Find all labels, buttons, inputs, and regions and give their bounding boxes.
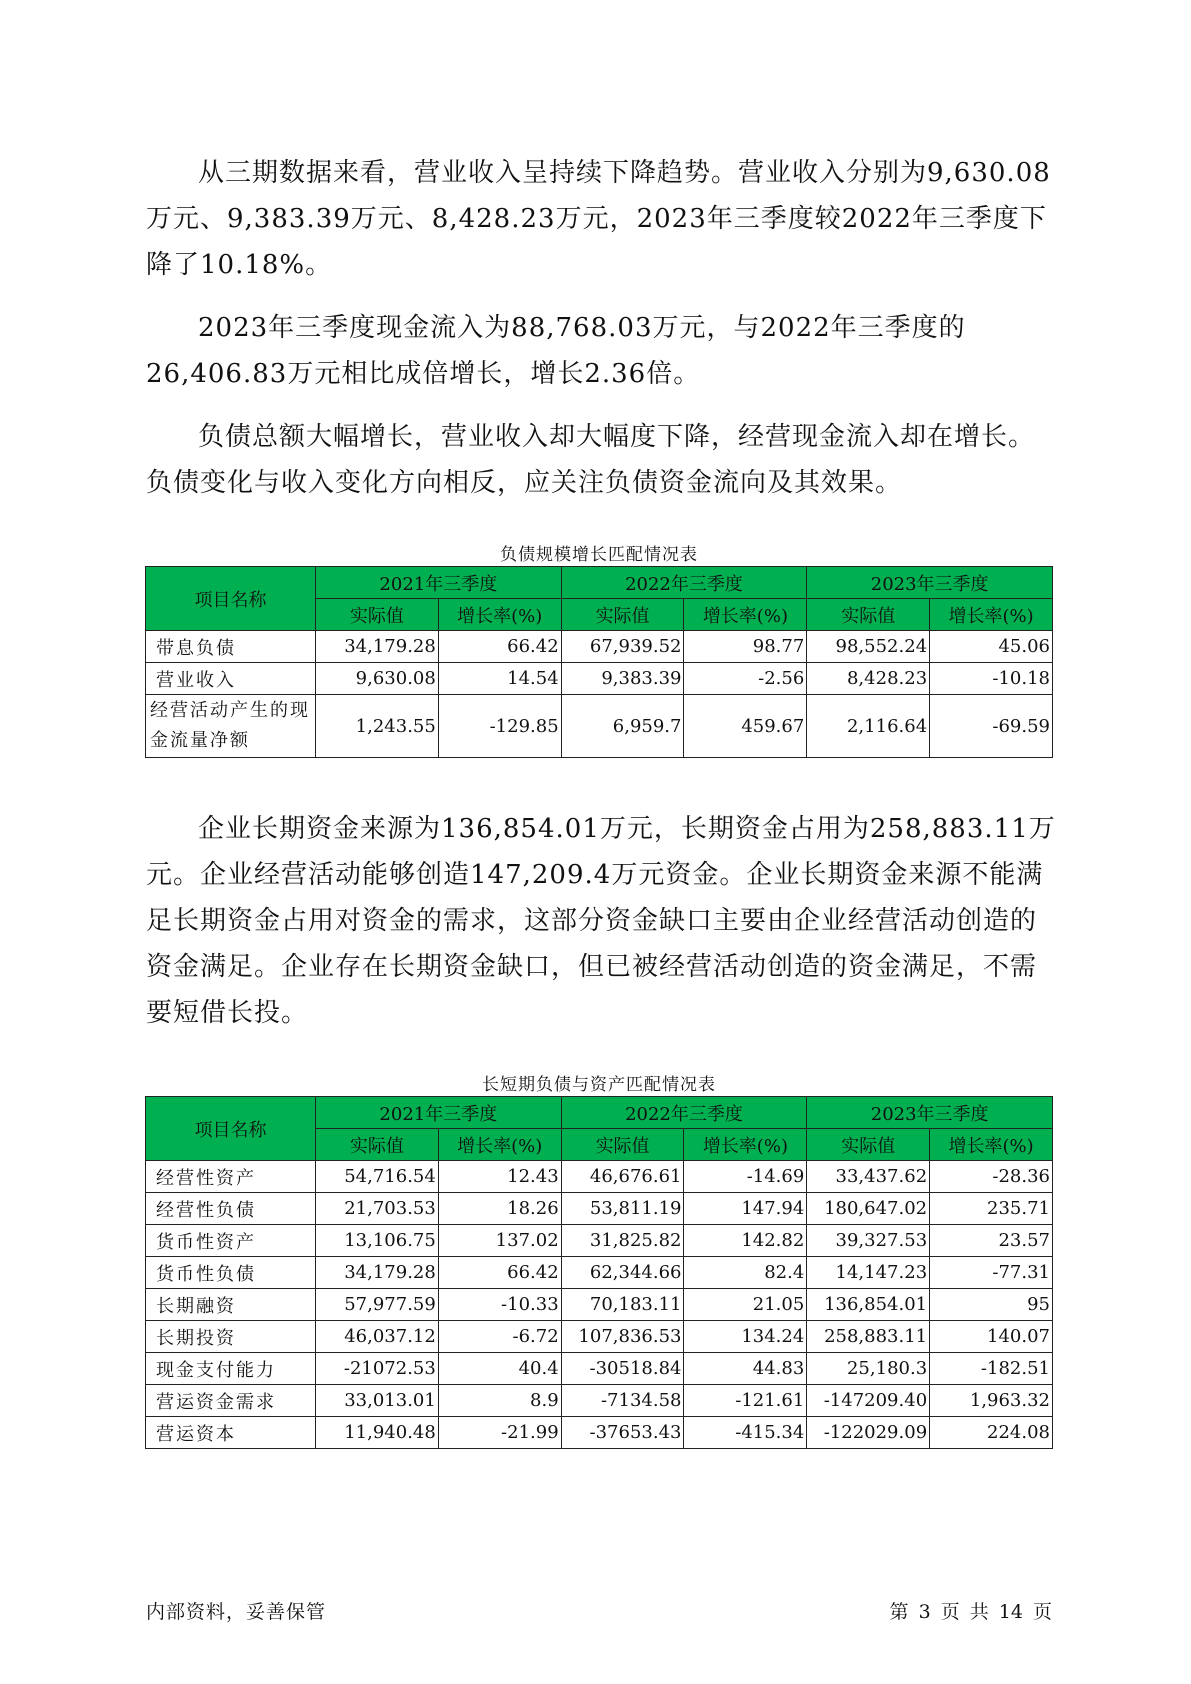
growth-rate-cell: -77.31 — [930, 1257, 1053, 1289]
row-label: 货币性负债 — [146, 1257, 316, 1289]
actual-value-cell: 39,327.53 — [807, 1225, 930, 1257]
actual-value-cell: 34,179.28 — [316, 631, 439, 663]
actual-value-cell: -21072.53 — [316, 1353, 439, 1385]
growth-rate-cell: -182.51 — [930, 1353, 1053, 1385]
header-growth-rate: 增长率(%) — [930, 1129, 1053, 1161]
growth-rate-cell: 12.43 — [438, 1161, 561, 1193]
footer-confidential-note: 内部资料，妥善保管 — [146, 1601, 327, 1623]
actual-value-cell: 258,883.11 — [807, 1321, 930, 1353]
paragraph-long-term-funding: 企业长期资金来源为136,854.01万元，长期资金占用为258,883.11万元。企业经营活动能够创造147,209.4万元资金。企业长期资金来源不能满足长期资金占用对资金的需求，这部分资金缺口主要由企业经营活动创造的资金满足。企业存在长期资金缺口，但已被经营活动创造的资金满足，不需要短借长投。 — [146, 814, 1056, 1028]
header-period: 2022年三季度 — [561, 1097, 807, 1129]
header-actual-value: 实际值 — [561, 599, 684, 631]
footer-page-number: 第 3 页 共 14 页 — [889, 1601, 1052, 1623]
actual-value-cell: 34,179.28 — [316, 1257, 439, 1289]
actual-value-cell: 53,811.19 — [561, 1193, 684, 1225]
table-row — [146, 1161, 1053, 1193]
growth-rate-cell: 235.71 — [930, 1193, 1053, 1225]
growth-rate-cell: 142.82 — [684, 1225, 807, 1257]
header-actual-value: 实际值 — [316, 599, 439, 631]
paragraph-cash-inflow: 2023年三季度现金流入为88,768.03万元，与2022年三季度的26,406.83万元相比成倍增长，增长2.36倍。 — [146, 313, 966, 389]
actual-value-cell: 33,437.62 — [807, 1161, 930, 1193]
header-item-name: 项目名称 — [146, 567, 316, 631]
header-growth-rate: 增长率(%) — [684, 1129, 807, 1161]
actual-value-cell: -122029.09 — [807, 1417, 930, 1449]
paragraph-revenue-trend: 从三期数据来看，营业收入呈持续下降趋势。营业收入分别为9,630.08万元、9,383.39万元、8,428.23万元，2023年三季度较2022年三季度下降了10.18%。 — [146, 158, 1051, 280]
row-label: 营运资本 — [146, 1417, 316, 1449]
growth-rate-cell: 140.07 — [930, 1321, 1053, 1353]
growth-rate-cell: -69.59 — [930, 695, 1053, 758]
growth-rate-cell: -21.99 — [438, 1417, 561, 1449]
growth-rate-cell: 21.05 — [684, 1289, 807, 1321]
actual-value-cell: 14,147.23 — [807, 1257, 930, 1289]
growth-rate-cell: 66.42 — [438, 631, 561, 663]
header-period: 2021年三季度 — [316, 1097, 562, 1129]
actual-value-cell: -37653.43 — [561, 1417, 684, 1449]
growth-rate-cell: -6.72 — [438, 1321, 561, 1353]
row-label: 经营性负债 — [146, 1193, 316, 1225]
paragraph-liability-analysis: 负债总额大幅增长，营业收入却大幅度下降，经营现金流入却在增长。负债变化与收入变化方向相反，应关注负债资金流向及其效果。 — [146, 422, 1036, 498]
header-period: 2023年三季度 — [807, 1097, 1053, 1129]
header-actual-value: 实际值 — [807, 1129, 930, 1161]
row-label: 长期融资 — [146, 1289, 316, 1321]
growth-rate-cell: 8.9 — [438, 1385, 561, 1417]
growth-rate-cell: 459.67 — [684, 695, 807, 758]
actual-value-cell: 9,383.39 — [561, 663, 684, 695]
growth-rate-cell: 137.02 — [438, 1225, 561, 1257]
row-label: 带息负债 — [146, 631, 316, 663]
growth-rate-cell: -121.61 — [684, 1385, 807, 1417]
actual-value-cell: 98,552.24 — [807, 631, 930, 663]
actual-value-cell: 11,940.48 — [316, 1417, 439, 1449]
table-caption-debt-scale: 负债规模增长匹配情况表 — [500, 545, 698, 565]
actual-value-cell: 46,037.12 — [316, 1321, 439, 1353]
table-caption-asset-liability-match: 长短期负债与资产匹配情况表 — [482, 1075, 716, 1095]
growth-rate-cell: 134.24 — [684, 1321, 807, 1353]
actual-value-cell: 8,428.23 — [807, 663, 930, 695]
table-row — [146, 1225, 1053, 1257]
row-label: 经营性资产 — [146, 1161, 316, 1193]
actual-value-cell: 62,344.66 — [561, 1257, 684, 1289]
growth-rate-cell: -28.36 — [930, 1161, 1053, 1193]
actual-value-cell: 2,116.64 — [807, 695, 930, 758]
actual-value-cell: 54,716.54 — [316, 1161, 439, 1193]
header-item-name: 项目名称 — [146, 1097, 316, 1161]
growth-rate-cell: 45.06 — [930, 631, 1053, 663]
table-row — [146, 1353, 1053, 1385]
row-label: 营业收入 — [146, 663, 316, 695]
header-growth-rate: 增长率(%) — [930, 599, 1053, 631]
header-actual-value: 实际值 — [561, 1129, 684, 1161]
header-actual-value: 实际值 — [316, 1129, 439, 1161]
row-label: 营运资金需求 — [146, 1385, 316, 1417]
growth-rate-cell: 44.83 — [684, 1353, 807, 1385]
actual-value-cell: 70,183.11 — [561, 1289, 684, 1321]
growth-rate-cell: 40.4 — [438, 1353, 561, 1385]
growth-rate-cell: -415.34 — [684, 1417, 807, 1449]
actual-value-cell: 107,836.53 — [561, 1321, 684, 1353]
table-row — [146, 1289, 1053, 1321]
growth-rate-cell: 1,963.32 — [930, 1385, 1053, 1417]
growth-rate-cell: 18.26 — [438, 1193, 561, 1225]
actual-value-cell: 9,630.08 — [316, 663, 439, 695]
growth-rate-cell: -129.85 — [438, 695, 561, 758]
growth-rate-cell: 66.42 — [438, 1257, 561, 1289]
header-growth-rate: 增长率(%) — [438, 1129, 561, 1161]
header-period: 2021年三季度 — [316, 567, 562, 599]
actual-value-cell: 1,243.55 — [316, 695, 439, 758]
row-label: 长期投资 — [146, 1321, 316, 1353]
actual-value-cell: 136,854.01 — [807, 1289, 930, 1321]
header-growth-rate: 增长率(%) — [684, 599, 807, 631]
actual-value-cell: 25,180.3 — [807, 1353, 930, 1385]
table-row — [146, 631, 1053, 663]
header-actual-value: 实际值 — [807, 599, 930, 631]
actual-value-cell: 13,106.75 — [316, 1225, 439, 1257]
actual-value-cell: 33,013.01 — [316, 1385, 439, 1417]
growth-rate-cell: -10.33 — [438, 1289, 561, 1321]
row-label: 现金支付能力 — [146, 1353, 316, 1385]
table-row — [146, 1321, 1053, 1353]
growth-rate-cell: 14.54 — [438, 663, 561, 695]
actual-value-cell: 180,647.02 — [807, 1193, 930, 1225]
actual-value-cell: 31,825.82 — [561, 1225, 684, 1257]
growth-rate-cell: 224.08 — [930, 1417, 1053, 1449]
actual-value-cell: 6,959.7 — [561, 695, 684, 758]
actual-value-cell: -30518.84 — [561, 1353, 684, 1385]
actual-value-cell: 46,676.61 — [561, 1161, 684, 1193]
actual-value-cell: -147209.40 — [807, 1385, 930, 1417]
header-period: 2022年三季度 — [561, 567, 807, 599]
growth-rate-cell: 95 — [930, 1289, 1053, 1321]
growth-rate-cell: -10.18 — [930, 663, 1053, 695]
actual-value-cell: 57,977.59 — [316, 1289, 439, 1321]
row-label: 经营活动产生的现金流量净额 — [146, 695, 316, 758]
table-row — [146, 1417, 1053, 1449]
growth-rate-cell: 82.4 — [684, 1257, 807, 1289]
debt-scale-table — [145, 566, 1053, 758]
row-label: 货币性资产 — [146, 1225, 316, 1257]
asset-liability-match-table — [145, 1096, 1053, 1449]
header-period: 2023年三季度 — [807, 567, 1053, 599]
table-row — [146, 1257, 1053, 1289]
actual-value-cell: 21,703.53 — [316, 1193, 439, 1225]
header-growth-rate: 增长率(%) — [438, 599, 561, 631]
growth-rate-cell: -2.56 — [684, 663, 807, 695]
table-row — [146, 695, 1053, 758]
table-row — [146, 663, 1053, 695]
growth-rate-cell: -14.69 — [684, 1161, 807, 1193]
table-row — [146, 1193, 1053, 1225]
actual-value-cell: -7134.58 — [561, 1385, 684, 1417]
table-row — [146, 1385, 1053, 1417]
growth-rate-cell: 98.77 — [684, 631, 807, 663]
growth-rate-cell: 23.57 — [930, 1225, 1053, 1257]
growth-rate-cell: 147.94 — [684, 1193, 807, 1225]
actual-value-cell: 67,939.52 — [561, 631, 684, 663]
